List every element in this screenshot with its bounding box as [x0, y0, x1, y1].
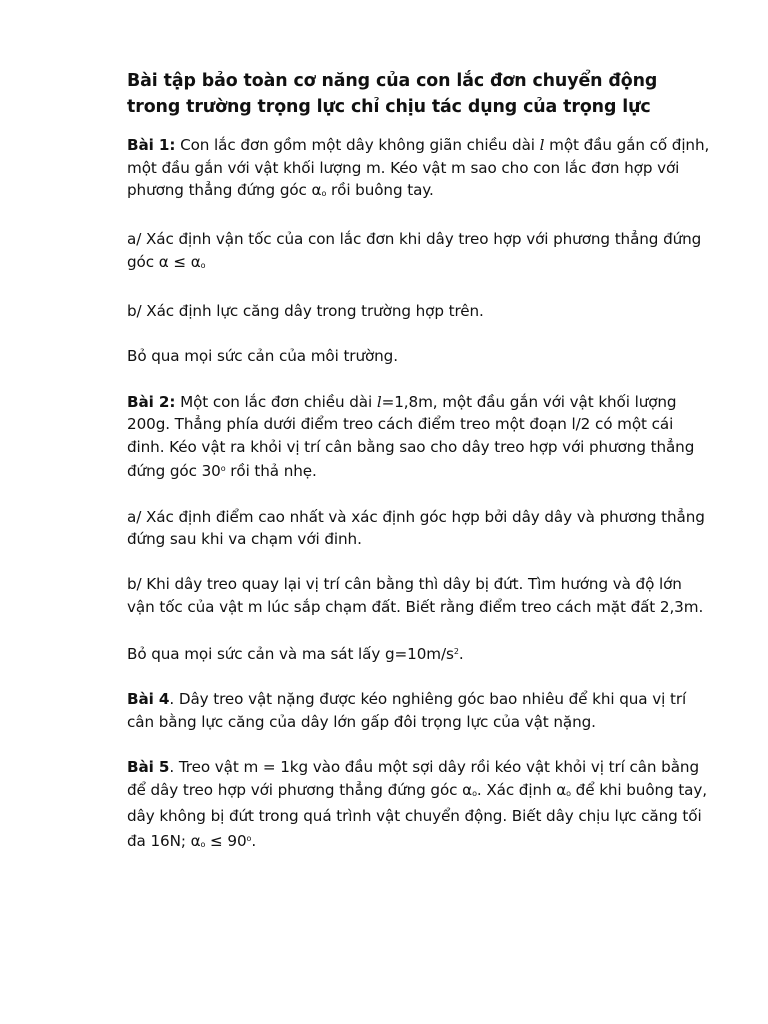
title-line-1: Bài tập bảo toàn cơ năng của con lắc đơn chuyển động [127, 71, 658, 91]
bai2-text-c: rồi thả nhẹ. [225, 462, 317, 481]
bai5-text-b: . Xác định α [476, 780, 567, 799]
bai2-label: Bài 2: [127, 392, 176, 411]
bai2-sup-o: o [220, 464, 226, 474]
bai5-sub-3: o [200, 839, 206, 849]
bai2-l-symbol: l [376, 392, 382, 411]
bai5-sup-4: o [246, 833, 252, 843]
bai4-label: Bài 4 [127, 690, 170, 709]
bai1-text-b: một đầu gắn cố định, một đầu gắn với vật khối lượng m. Kéo vật m sao cho con lắc đơn hợp với phương thẳng đứng góc α [127, 136, 710, 200]
bai2-statement [127, 391, 712, 483]
bai1-l-symbol: l [539, 136, 545, 154]
document-page [127, 68, 712, 879]
bai1-part-a-text: a/ Xác định vận tốc của con lắc đơn khi dây treo hợp với phương thẳng đứng góc α ≤ α [127, 230, 702, 271]
bai2-note [127, 641, 712, 666]
bai5-text-e: . [251, 831, 257, 850]
bai2-note-sup: 2 [453, 647, 459, 657]
bai2-text-b: =1,8m, một đầu gắn với vật khối lượng 200g. Thẳng phía dưới điểm treo cách điểm treo một đoạn l/2 có một cái đinh. Kéo vật ra khỏi vị trí cân bằng sao cho dây treo hợp với phương thẳng đứng góc 30 [127, 392, 695, 481]
bai5-sub-2: o [566, 788, 571, 798]
bai5-sub-1: o [472, 788, 477, 798]
bai1-text-c: rồi buông tay. [326, 181, 434, 200]
bai2-part-b: b/ Khi dây treo quay lại vị trí cân bằng thì dây bị đứt. Tìm hướng và độ lớn vận tốc của vật m lúc sắp chạm đất. Biết rằng điểm treo cách mặt đất 2,3m. [127, 575, 704, 616]
document-title [127, 68, 712, 120]
bai5-label: Bài 5 [127, 758, 170, 777]
bai5-text-a: . Treo vật m = 1kg vào đầu một sợi dây rồi kéo vật khỏi vị trí cân bằng để dây treo hợp với phương thẳng đứng góc α [127, 758, 699, 799]
bai5-text-d: ≤ 90 [205, 831, 247, 850]
bai1-text-a: Con lắc đơn gồm một dây không giãn chiều dài [175, 136, 540, 154]
bai4-statement [127, 688, 712, 733]
bai2-text-a: Một con lắc đơn chiều dài [175, 392, 377, 411]
bai1-note: Bỏ qua mọi sức cản của môi trường. [127, 347, 398, 366]
bai2-note-text: Bỏ qua mọi sức cản và ma sát lấy g=10m/s [127, 645, 454, 664]
bai1-statement [127, 134, 712, 206]
bai5-statement [127, 756, 712, 856]
bai1-part-b: b/ Xác định lực căng dây trong trường hợp trên. [127, 302, 484, 321]
bai1-sub-o: o [321, 189, 327, 199]
bai2-note-end: . [458, 645, 464, 664]
bai2-part-a: a/ Xác định điểm cao nhất và xác định góc hợp bởi dây dây và phương thẳng đứng sau khi va chạm với đinh. [127, 507, 705, 549]
bai5-text-c: để khi buông tay, dây không bị đứt trong quá trình vật chuyển động. Biết dây chịu lực căng tối đa 16N; α [127, 780, 707, 850]
bai1-label: Bài 1: [127, 136, 176, 154]
bai4-text: . Dây treo vật nặng được kéo nghiêng góc bao nhiêu để khi qua vị trí cân bằng lực căng của dây lớn gấp đôi trọng lực của vật nặng. [127, 690, 687, 731]
bai1-part-a-sub: o [200, 260, 206, 270]
bai1-part-a [127, 228, 712, 277]
title-line-2: trong trường trọng lực chỉ chịu tác dụng của trọng lực [127, 97, 651, 117]
